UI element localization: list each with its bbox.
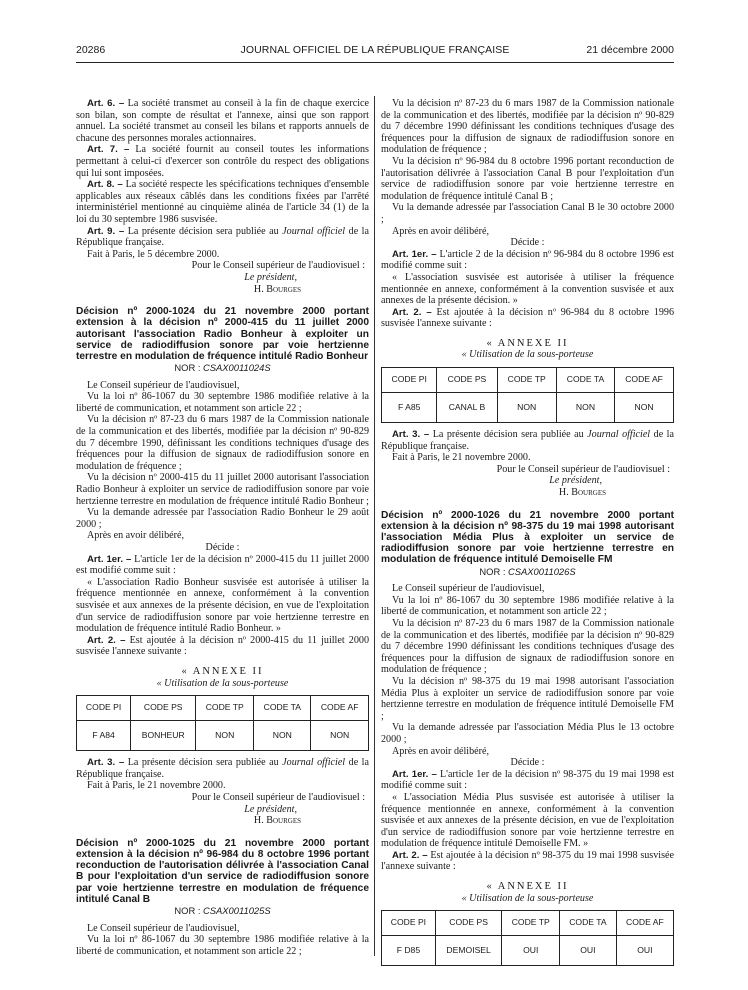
decision-1025-nor: NOR : CSAX0011025S <box>174 904 271 916</box>
issue-date: 21 décembre 2000 <box>586 44 674 56</box>
table-header-row <box>382 368 674 393</box>
article-2: Art. 2. – Est ajoutée à la décision nº 98-375 du 19 mai 1998 susvisée l'annexe suivante : <box>381 849 674 873</box>
article-2: Art. 2. – Est ajoutée à la décision nº 96-984 du 8 octobre 1996 susvisée l'annexe suivante : <box>381 306 674 330</box>
paragraph: Vu la loi nº 86-1067 du 30 septembre 1986 modifiée relative à la liberté de communication, et notamment son article 22 ; <box>381 594 674 618</box>
right-column <box>381 98 674 972</box>
decision-1026-nor: NOR : CSAX0011026S <box>479 565 576 577</box>
signature-line: Pour le Conseil supérieur de l'audiovisuel : <box>191 260 365 272</box>
table-header: CODE AF <box>616 911 673 936</box>
paragraph: Vu la décision nº 96-984 du 8 octobre 1996 portant reconduction de l'autorisation délivrée à l'association Canal B pour l'exploitation d'un service de radiodiffusion sonore par voie hertzienne terrestre en modulation de fréquence intitulé Canal B ; <box>381 155 674 202</box>
paragraph: Le Conseil supérieur de l'audiovisuel, <box>392 583 545 595</box>
signature-role: Le président, <box>244 271 297 283</box>
paragraph: Le Conseil supérieur de l'audiovisuel, <box>87 922 240 934</box>
fait-a-paris: Fait à Paris, le 5 décembre 2000. <box>87 248 220 260</box>
article-3: Art. 3. – La présente décision sera publiée au Journal officiel de la République française. <box>76 757 369 780</box>
table-row <box>382 393 674 423</box>
table-row <box>382 936 674 966</box>
article-7: Art. 7. – La société fournit au conseil toutes les informations permettant à celui-ci d'exercer son contrôle du respect des obligations qui lui sont imposées. <box>76 144 369 179</box>
signature-name: H. Bourges <box>253 815 301 827</box>
annexe-subtitle: « Utilisation de la sous-porteuse <box>156 677 289 689</box>
paragraph: Le Conseil supérieur de l'audiovisuel, <box>87 379 240 391</box>
annexe-subtitle: « Utilisation de la sous-porteuse <box>461 349 594 361</box>
signature-name: H. Bourges <box>558 487 606 499</box>
table-header-row <box>382 911 674 936</box>
article-1-quote: « L'association susvisée est autorisée à utiliser la fréquence mentionnée en annexe, conformément à la convention susvisée et aux annexes de la présente décision. » <box>381 271 674 307</box>
fait-a-paris: Fait à Paris, le 21 novembre 2000. <box>392 452 531 464</box>
table-header: CODE TA <box>556 368 614 393</box>
annexe-title: « ANNEXE II <box>486 337 569 349</box>
table-cell: F A85 <box>382 393 437 423</box>
paragraph: Vu la demande adressée par l'association Canal B le 30 octobre 2000 ; <box>381 202 674 225</box>
table-header: CODE AF <box>615 368 674 393</box>
left-column <box>76 98 369 957</box>
table-header: CODE TP <box>497 368 556 393</box>
decide-heading: Décide : <box>510 237 545 249</box>
table-header: CODE PI <box>382 368 437 393</box>
article-1: Art. 1er. – L'article 1er de la décision nº 98-375 du 19 mai 1998 est modifié comme suit : <box>381 768 674 792</box>
paragraph: Après en avoir délibéré, <box>87 530 184 542</box>
table-cell: OUI <box>560 936 617 966</box>
table-cell: BONHEUR <box>131 721 196 751</box>
table-header: CODE TP <box>196 696 254 721</box>
signature-role: Le président, <box>244 803 297 815</box>
decision-1025-title: Décision nº 2000-1025 du 21 novembre 2000 portant extension à la décision nº 96-984 du 8 octobre 1996 portant reconduction de l'autorisation délivrée à l'association Canal B pour l'exploitation d'un service de radiodiffusion sonore par voie hertzienne terrestre en modulation de fréquence intitulé Canal B <box>76 837 369 905</box>
table-header: CODE AF <box>311 696 369 721</box>
table-cell: NON <box>615 393 674 423</box>
article-8: Art. 8. – La société respecte les spécifications techniques d'ensemble applicables aux réseaux câblés dans les conditions fixées par l'arrêté interministériel mentionné au cinquième alinéa de l'article 34 (1) de la loi du 30 septembre 1986 susvisée. <box>76 179 369 225</box>
signature-role: Le président, <box>549 475 602 487</box>
table-header: CODE PS <box>131 696 196 721</box>
paragraph: Vu la loi nº 86-1067 du 30 septembre 1986 modifiée relative à la liberté de communication, et notamment son article 22 ; <box>76 934 369 957</box>
journal-title: JOURNAL OFFICIEL DE LA RÉPUBLIQUE FRANÇAISE <box>240 44 510 56</box>
article-2: Art. 2. – Est ajoutée à la décision nº 2000-415 du 11 juillet 2000 susvisée l'annexe suivante : <box>76 634 369 658</box>
subcarrier-table <box>381 910 674 966</box>
subcarrier-table <box>76 695 369 751</box>
paragraph: Vu la demande adressée par l'association Média Plus le 13 octobre 2000 ; <box>381 722 674 745</box>
table-cell: OUI <box>502 936 560 966</box>
paragraph: Après en avoir délibéré, <box>392 745 489 757</box>
article-6: Art. 6. – La société transmet au conseil à la fin de chaque exercice son bilan, son compte de résultat et l'annexe, ainsi que son rapport annuel. La société transmet au conseil les bilans et rapports annuels de chacune des personnes morales actionnaires. <box>76 98 369 144</box>
decision-1024-title: Décision nº 2000-1024 du 21 novembre 2000 portant extension à la décision nº 2000-415 du 11 juillet 2000 autorisant l'association Radio Bonheur à exploiter un service de radiodiffusion sonore par voie hertzienne terrestre en modulation de fréquence intitulé Radio Bonheur <box>76 306 369 362</box>
table-cell: NON <box>311 721 369 751</box>
fait-a-paris: Fait à Paris, le 21 novembre 2000. <box>87 780 226 792</box>
table-header-row <box>77 696 369 721</box>
paragraph: Vu la demande adressée par l'association Radio Bonheur le 29 août 2000 ; <box>76 507 369 530</box>
signature-line: Pour le Conseil supérieur de l'audiovisuel : <box>496 463 670 475</box>
table-cell: NON <box>497 393 556 423</box>
page-number: 20286 <box>76 44 106 56</box>
paragraph: Vu la loi nº 86-1067 du 30 septembre 1986 modifiée relative à la liberté de communication, et notamment son article 22 ; <box>76 391 369 414</box>
table-cell: F D85 <box>382 936 436 966</box>
header-rule <box>76 62 674 63</box>
table-cell: NON <box>196 721 254 751</box>
table-header: CODE TP <box>502 911 560 936</box>
table-header: CODE PI <box>382 911 436 936</box>
article-1-quote: « L'association Média Plus susvisée est autorisée à utiliser la fréquence mentionnée en annexe, conformément à la convention susvisée et aux annexes de la présente décision, en vue de l'exploitation d'un service de radiodiffusion sonore par voie hertzienne terrestre en modulation de fréquence intitulé Demoiselle FM. » <box>381 791 674 850</box>
table-cell: OUI <box>616 936 673 966</box>
column-separator <box>374 96 375 956</box>
table-header: CODE TA <box>254 696 311 721</box>
paragraph: Vu la décision nº 2000-415 du 11 juillet 2000 autorisant l'association Radio Bonheur à exploiter un service de radiodiffusion sonore par voie hertzienne terrestre en modulation de fréquence intitulé Radio Bonheur ; <box>76 472 369 507</box>
table-header: CODE PI <box>77 696 131 721</box>
table-header: CODE TA <box>560 911 617 936</box>
paragraph: Après en avoir délibéré, <box>392 225 489 237</box>
decide-heading: Décide : <box>510 757 545 769</box>
paragraph: Vu la décision nº 98-375 du 19 mai 1998 autorisant l'association Média Plus à exploiter un service de radiodiffusion sonore par voie hertzienne terrestre en modulation de fréquence intitulé Demoiselle FM ; <box>381 675 674 722</box>
decision-1026-title: Décision nº 2000-1026 du 21 novembre 2000 portant extension à la décision nº 98-375 du 19 mai 1998 autorisant l'association Média Plus à exploiter un service de radiodiffusion sonore par voie hertzienne terrestre en modulation de fréquence intitulé Demoiselle FM <box>381 509 674 566</box>
page-header <box>76 44 674 62</box>
paragraph: Vu la décision nº 87-23 du 6 mars 1987 de la Commission nationale de la communication et des libertés, modifiée par la décision nº 90-829 du 7 décembre 1990, définissant les conditions techniques d'usage des fréquences pour la diffusion de signaux de radiodiffusion sonore en modulation de fréquence ; <box>76 414 369 472</box>
signature-line: Pour le Conseil supérieur de l'audiovisuel : <box>191 791 365 803</box>
signature-name: H. Bourges <box>253 283 301 295</box>
article-9: Art. 9. – La présente décision sera publiée au Journal officiel de la République française. <box>76 225 369 249</box>
annexe-title: « ANNEXE II <box>181 665 264 677</box>
annexe-title: « ANNEXE II <box>486 881 569 893</box>
annexe-subtitle: « Utilisation de la sous-porteuse <box>461 892 594 904</box>
table-row <box>77 721 369 751</box>
table-cell: DEMOISEL <box>435 936 502 966</box>
paragraph: Vu la décision nº 87-23 du 6 mars 1987 de la Commission nationale de la communication et des libertés, modifiée par la décision nº 90-829 du 7 décembre 1990 définissant les conditions techniques d'usage des fréquences pour la diffusion de signaux de radiodiffusion sonore en modulation de fréquence ; <box>381 98 674 156</box>
table-cell: CANAL B <box>437 393 497 423</box>
article-3: Art. 3. – La présente décision sera publiée au Journal officiel de la République française. <box>381 429 674 452</box>
article-1: Art. 1er. – L'article 1er de la décision nº 2000-415 du 11 juillet 2000 est modifié comme suit : <box>76 553 369 577</box>
paragraph: Vu la décision nº 87-23 du 6 mars 1987 de la Commission nationale de la communication et des libertés, modifiée par la décision nº 90-829 du 7 décembre 1990 définissant les conditions techniques d'usage des fréquences pour la diffusion de signaux de radiodiffusion sonore en modulation de fréquence ; <box>381 618 674 676</box>
decision-1024-nor: NOR : CSAX0011024S <box>174 362 271 374</box>
table-cell: NON <box>556 393 614 423</box>
article-1-quote: « L'association Radio Bonheur susvisée est autorisée à utiliser la fréquence mentionnée en annexe, conformément à la convention susvisée et aux annexes de la présente décision, en vue de l'exploitation d'un service de radiodiffusion sonore par voie hertzienne terrestre en modulation de fréquence intitulé Radio Bonheur. » <box>76 576 369 635</box>
article-1: Art. 1er. – L'article 2 de la décision nº 96-984 du 8 octobre 1996 est modifié comme suit : <box>381 248 674 272</box>
subcarrier-table <box>381 367 674 423</box>
table-header: CODE PS <box>435 911 502 936</box>
table-cell: NON <box>254 721 311 751</box>
table-cell: F A84 <box>77 721 131 751</box>
table-header: CODE PS <box>437 368 497 393</box>
decide-heading: Décide : <box>205 542 240 554</box>
